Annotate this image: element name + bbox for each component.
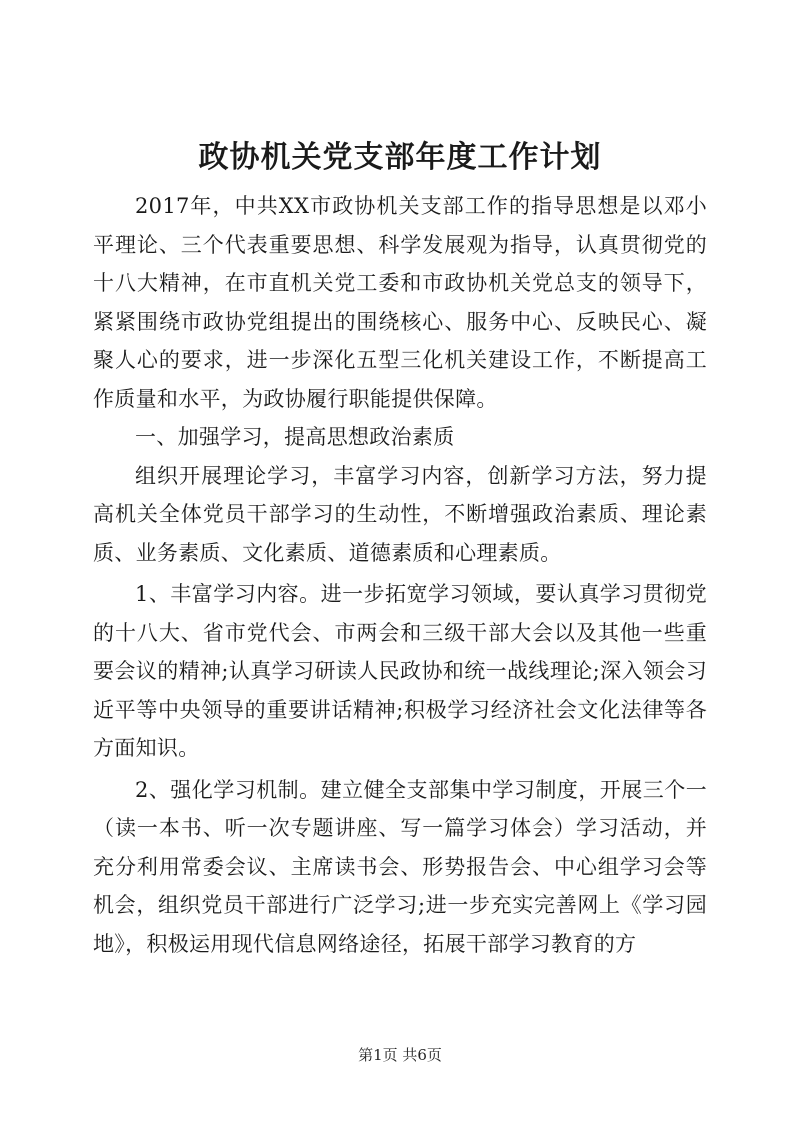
paragraph-section-1: 组织开展理论学习，丰富学习内容，创新学习方法，努力提高机关全体党员干部学习的生动性，不断增强政治素质、理论素质、业务素质、文化素质、道德素质和心理素质。 — [93, 463, 707, 565]
paragraph-item-1: 1、丰富学习内容。进一步拓宽学习领域，要认真学习贯彻党的十八大、省市党代会、市两会和三级干部大会以及其他一些重要会议的精神;认真学习研读人民政协和统一战线理论;深入领会习近平等中央领导的重要讲话精神;积极学习经济社会文化法律等各方面知识。 — [93, 582, 707, 760]
document-body — [93, 187, 707, 963]
paragraph-intro: 2017年，中共XX市政协机关支部工作的指导思想是以邓小平理论、三个代表重要思想、科学发展观为指导，认真贯彻党的十八大精神，在市直机关党工委和市政协机关党总支的领导下，紧紧围绕市政协党组提出的围绕核心、服务中心、反映民心、凝聚人心的要求，进一步深化五型三化机关建设工作，不断提高工作质量和水平，为政协履行职能提供保障。 — [93, 194, 707, 411]
paragraph-item-2: 2、强化学习机制。建立健全支部集中学习制度，开展三个一（读一本书、听一次专题讲座、写一篇学习体会）学习活动，并充分利用常委会议、主席读书会、形势报告会、中心组学习会等机会，组织党员干部进行广泛学习;进一步充实完善网上《学习园地》，积极运用现代信息网络途径，拓展干部学习教育的方 — [93, 777, 707, 956]
page-number-footer: 第1页 共6页 — [358, 1046, 442, 1064]
section-heading-1: 一、加强学习，提高思想政治素质 — [135, 425, 455, 449]
document-title: 政协机关党支部年度工作计划 — [198, 140, 602, 175]
